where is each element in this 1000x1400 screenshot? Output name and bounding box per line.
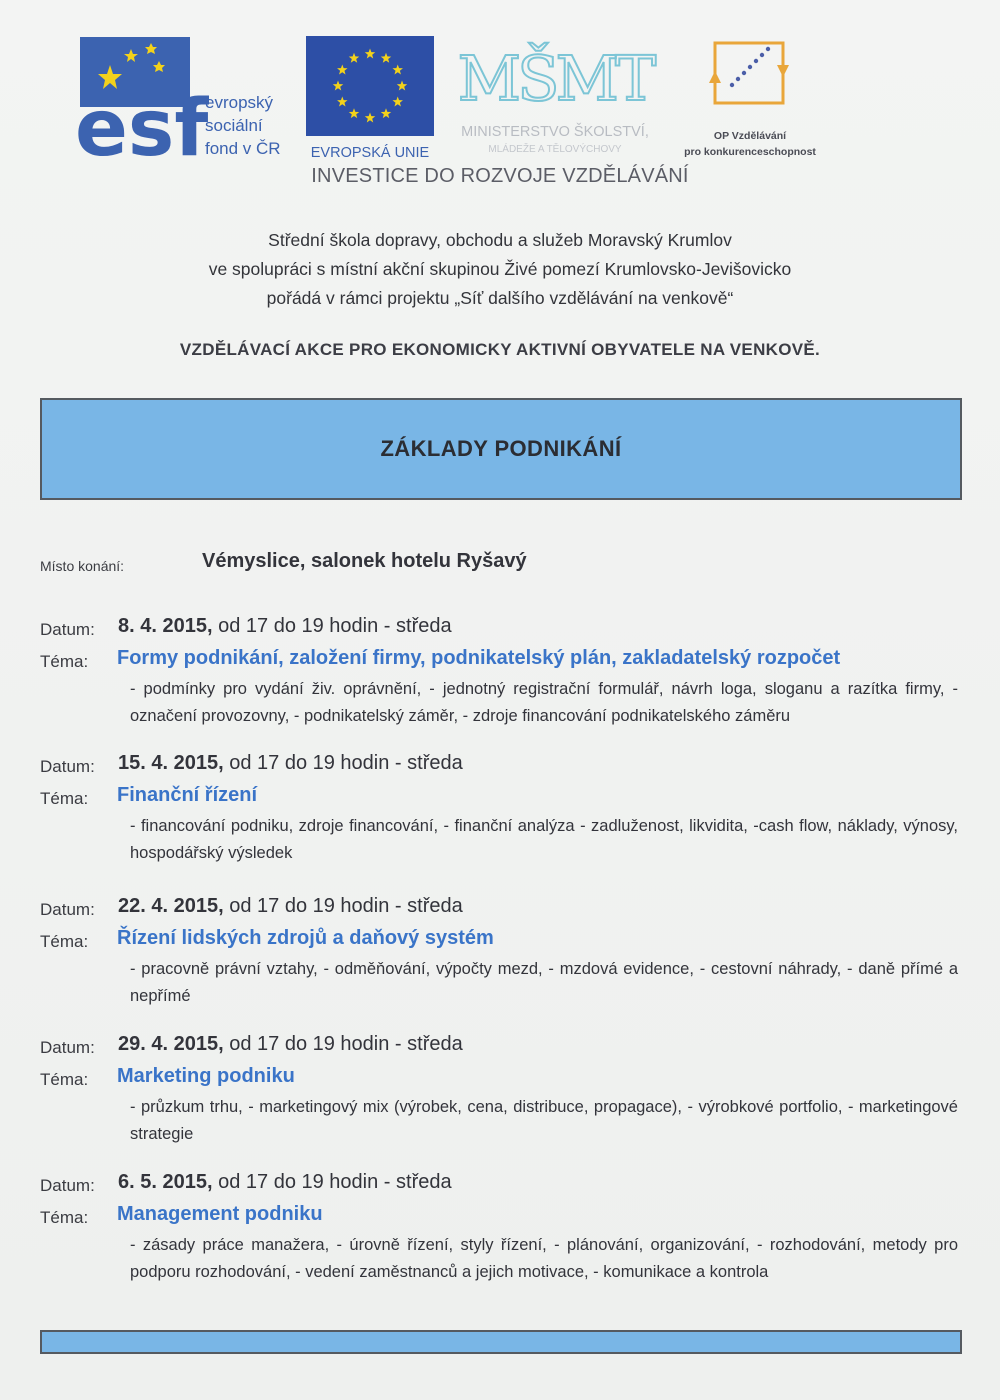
- op-vk-arrows-icon: [709, 43, 789, 103]
- event-date: [118, 752, 463, 775]
- logo-bar: [0, 0, 1000, 200]
- date-label: Datum:: [40, 1038, 95, 1057]
- slogan: INVESTICE DO ROZVOJE VZDĚLÁVÁNÍ: [311, 165, 689, 187]
- event-topic: Management podniku: [117, 1203, 323, 1225]
- topic-label: Téma:: [40, 1208, 89, 1227]
- page-title: ZÁKLADY PODNIKÁNÍ: [380, 436, 622, 461]
- event-time: od 17 do 19 hodin - středa: [223, 895, 463, 917]
- topic-label: Téma:: [40, 789, 89, 808]
- esf-logo: [75, 35, 305, 165]
- event-topic: Marketing podniku: [117, 1065, 295, 1087]
- topic-label: Téma:: [40, 932, 89, 951]
- footer-bar: [40, 1330, 962, 1354]
- title-banner: [40, 398, 962, 500]
- op-vk-logo: [670, 35, 830, 165]
- date-label: Datum:: [40, 1176, 95, 1195]
- msmt-logo: [440, 30, 670, 160]
- esf-line2: sociální: [205, 116, 263, 135]
- esf-line3: fond v ČR: [205, 139, 281, 158]
- msmt-mark: MŠMT: [457, 42, 653, 115]
- topic-label: Téma:: [40, 1070, 89, 1089]
- topic-label: Téma:: [40, 652, 89, 671]
- event-date-value: 29. 4. 2015,: [118, 1033, 224, 1055]
- event-details: - podmínky pro vydání živ. oprávnění, - jednotný registrační formulář, návrh loga, sloganu a razítka firmy, - označení provozovny, - podnikatelský záměr, - zdroje financování podnikatelského záměru: [130, 680, 958, 725]
- date-label: Datum:: [40, 900, 95, 919]
- event-details: - zásady práce manažera, - úrovně řízení, styly řízení, - plánování, organizování, - rozhodování, metody pro podporu rozhodování, - vedení zaměstnanců a jejich motivace, - komunikace a kontrola: [130, 1236, 958, 1281]
- event-details: - pracovně právní vztahy, - odměňování, výpočty mezd, - mzdová evidence, - cestovní náhrady, - daně přímé a nepřímé: [130, 960, 958, 1005]
- intro-text: [0, 226, 1000, 313]
- intro-line: Střední škola dopravy, obchodu a služeb Moravský Krumlov: [268, 230, 732, 250]
- event-date-value: 6. 5. 2015,: [118, 1171, 213, 1193]
- op-vk-line1: OP Vzdělávání: [713, 130, 787, 142]
- intro-line: pořádá v rámci projektu „Síť dalšího vzdělávání na venkově“: [266, 288, 734, 308]
- event-time: od 17 do 19 hodin - středa: [212, 1171, 452, 1193]
- esf-line1: evropský: [205, 93, 274, 112]
- date-label: Datum:: [40, 620, 95, 639]
- event-topic: Finanční řízení: [117, 784, 258, 806]
- event-time: od 17 do 19 hodin - středa: [223, 752, 463, 774]
- event-date: [118, 615, 452, 638]
- event-date: [118, 1171, 452, 1194]
- esf-mark: esf: [75, 84, 209, 165]
- op-vk-line2: pro konkurenceschopnost: [684, 146, 816, 158]
- intro-line: ve spolupráci s místní akční skupinou Živé pomezí Krumlovsko-Jevišovicko: [208, 259, 792, 279]
- venue-value: Vémyslice, salonek hotelu Ryšavý: [202, 550, 527, 572]
- event-details: - financování podniku, zdroje financování, - finanční analýza - zadluženost, likvidita, -cash flow, náklady, výnosy, hospodářský výsledek: [130, 817, 958, 862]
- eu-flag-logo: [305, 35, 435, 165]
- event-date: [118, 895, 463, 918]
- event-topic: Formy podnikání, založení firmy, podnikatelský plán, zakladatelský rozpočet: [117, 647, 841, 669]
- date-label: Datum:: [40, 757, 95, 776]
- msmt-line1: MINISTERSTVO ŠKOLSTVÍ,: [461, 124, 649, 140]
- event-date-value: 15. 4. 2015,: [118, 752, 224, 774]
- msmt-line2: MLÁDEŽE A TĚLOVÝCHOVY: [488, 144, 622, 155]
- event-time: od 17 do 19 hodin - středa: [212, 615, 452, 637]
- subheading: VZDĚLÁVACÍ AKCE PRO EKONOMICKY AKTIVNÍ OBYVATELE NA VENKOVĚ.: [179, 340, 821, 359]
- eu-caption: EVROPSKÁ UNIE: [310, 145, 430, 161]
- event-time: od 17 do 19 hodin - středa: [223, 1033, 463, 1055]
- event-topic: Řízení lidských zdrojů a daňový systém: [117, 927, 494, 949]
- venue-label: Místo konání:: [40, 558, 125, 574]
- event-date-value: 22. 4. 2015,: [118, 895, 224, 917]
- event-details: - průzkum trhu, - marketingový mix (výrobek, cena, distribuce, propagace), - výrobkové portfolio, - marketingové strategie: [130, 1098, 958, 1143]
- event-date: [118, 1033, 463, 1056]
- event-date-value: 8. 4. 2015,: [118, 615, 213, 637]
